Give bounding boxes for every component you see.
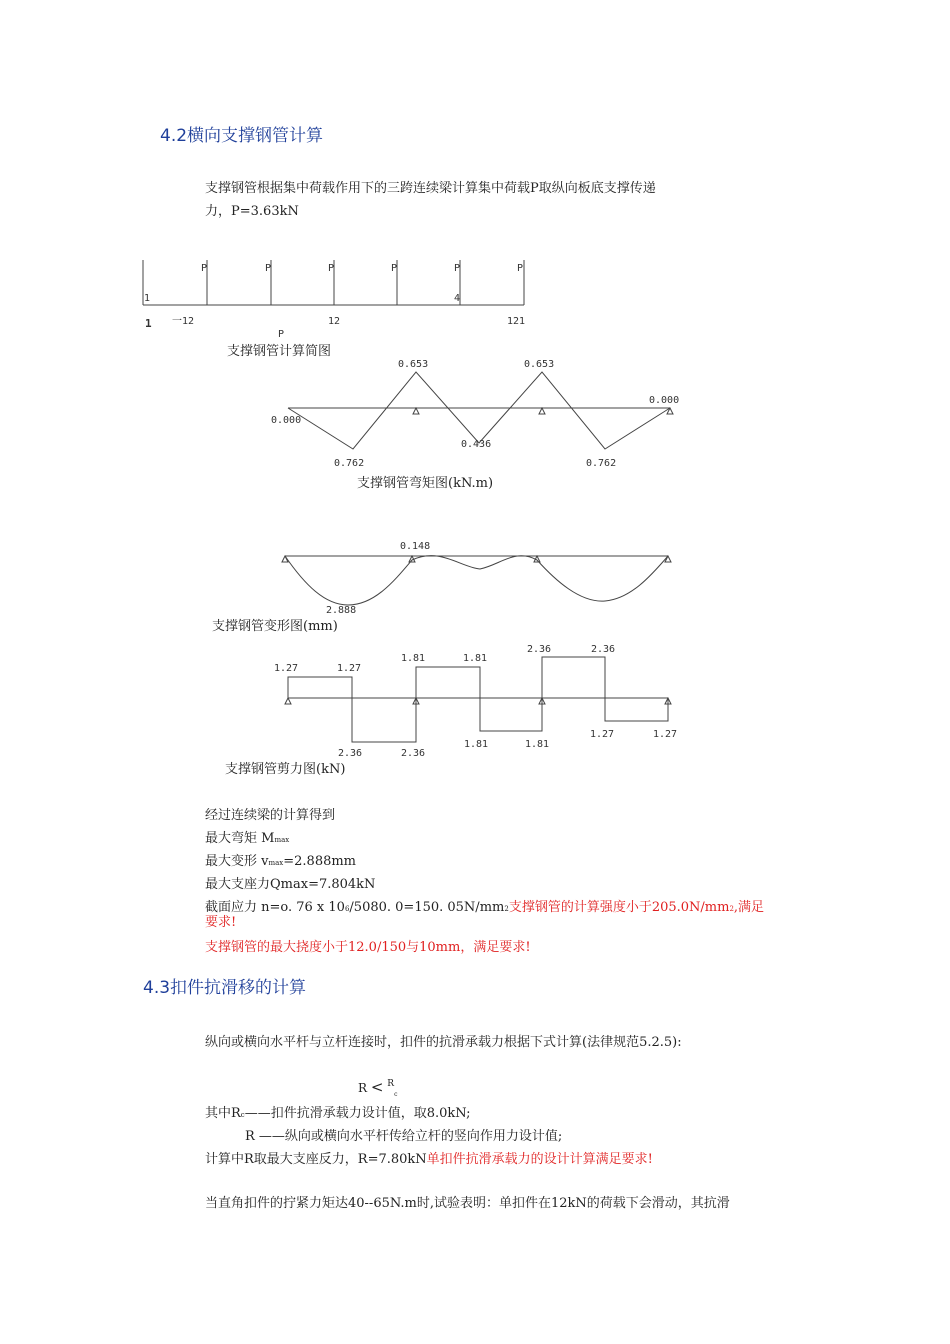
shear-value-236-a: 2.36 (527, 644, 552, 655)
load-p-below: P (278, 329, 285, 340)
load-p-4: P (391, 263, 398, 274)
results-intro: 经过连续梁的计算得到 (205, 808, 336, 823)
result-max-deflection: 最大变形 vmax=2.888mm (205, 854, 357, 869)
deform-diagram-caption: 支撑钢管变形图(mm) (212, 619, 338, 634)
shear-value-127-a: 1.27 (274, 663, 299, 674)
load-p-1: P (201, 263, 208, 274)
where-rc: 其中Rc——扣件抗滑承载力设计值，取8.0kN; (205, 1106, 471, 1121)
moment-value-0653-b: 0.653 (524, 359, 555, 370)
moment-value-0436: 0.436 (461, 439, 492, 450)
load-p-2: P (265, 263, 272, 274)
shear-value-127-d: 1.27 (653, 729, 678, 740)
s43-paragraph-2: 当直角扣件的拧紧力矩达40--65N.m时,试验表明：单扣件在12kN的荷载下会滑动，其抗滑 (205, 1196, 730, 1211)
formula: R < Rc (358, 1078, 398, 1098)
intro-line-1: 支撑钢管根据集中荷载作用下的三跨连续梁计算集中荷载P取纵向板底支撑传递 (205, 181, 656, 196)
span-label-a: 一12 (172, 316, 195, 327)
load-diagram (135, 255, 535, 365)
s43-paragraph-1: 纵向或横向水平杆与立杆连接时，扣件的抗滑承载力根据下式计算(法律规范5.2.5): (205, 1035, 682, 1050)
result-max-support-force: 最大支座力Qmax=7.804kN (205, 877, 376, 892)
shear-value-181-c: 1.81 (464, 739, 489, 750)
load-diagram-caption: 支撑钢管计算简图 (227, 344, 332, 359)
section-heading-4-2: 4.2横向支撑钢管计算 (160, 126, 324, 146)
deformation-diagram (200, 535, 680, 635)
shear-value-181-b: 1.81 (463, 653, 488, 664)
shear-value-127-c: 1.27 (590, 729, 615, 740)
shear-value-181-d: 1.81 (525, 739, 550, 750)
moment-diagram-caption: 支撑钢管弯矩图(kN.m) (357, 476, 494, 491)
moment-value-0653-a: 0.653 (398, 359, 429, 370)
load-p-3: P (328, 263, 335, 274)
moment-value-0762-a: 0.762 (334, 458, 365, 469)
shear-value-236-b: 2.36 (591, 644, 616, 655)
node-label-1: 1 (144, 293, 151, 304)
moment-value-0000-a: 0.000 (271, 415, 302, 426)
moment-diagram (265, 352, 695, 492)
intro-line-2: 力，P=3.63kN (205, 204, 299, 219)
result-deflection-conclusion: 支撑钢管的最大挠度小于12.0/150与10mm，满足要求! (205, 940, 531, 955)
result-stress-conclusion: 要求! (205, 915, 237, 930)
deform-value-2888: 2.888 (326, 605, 357, 616)
calc-r-result: 计算中R取最大支座反力，R=7.80kN单扣件抗滑承载力的设计计算满足要求! (205, 1152, 653, 1167)
shear-diagram (225, 640, 690, 780)
moment-value-0762-b: 0.762 (586, 458, 617, 469)
deform-value-0148: 0.148 (400, 541, 431, 552)
span-label-b: 12 (328, 316, 341, 327)
moment-value-0000-b: 0.000 (649, 395, 680, 406)
shear-value-236-c: 2.36 (338, 748, 363, 759)
result-max-moment: 最大弯矩 Mmax (205, 831, 290, 846)
load-p-6: P (517, 263, 524, 274)
node-label-4: 4 (454, 293, 461, 304)
shear-value-181-a: 1.81 (401, 653, 426, 664)
shear-value-236-d: 2.36 (401, 748, 426, 759)
shear-value-127-b: 1.27 (337, 663, 362, 674)
section-heading-4-3: 4.3扣件抗滑移的计算 (143, 978, 307, 998)
load-p-5: P (454, 263, 461, 274)
span-label-c: 121 (507, 316, 526, 327)
shear-diagram-caption: 支撑钢管剪力图(kN) (225, 762, 346, 777)
result-section-stress: 截面应力 n=o. 76 x 106/5080. 0=150. 05N/mm2支撑钢管的计算强度小于205.0N/mm2,满足 (205, 900, 765, 915)
support-label-1: 1 (145, 317, 152, 330)
where-r: R ——纵向或横向水平杆传给立杆的竖向作用力设计值; (245, 1129, 563, 1144)
